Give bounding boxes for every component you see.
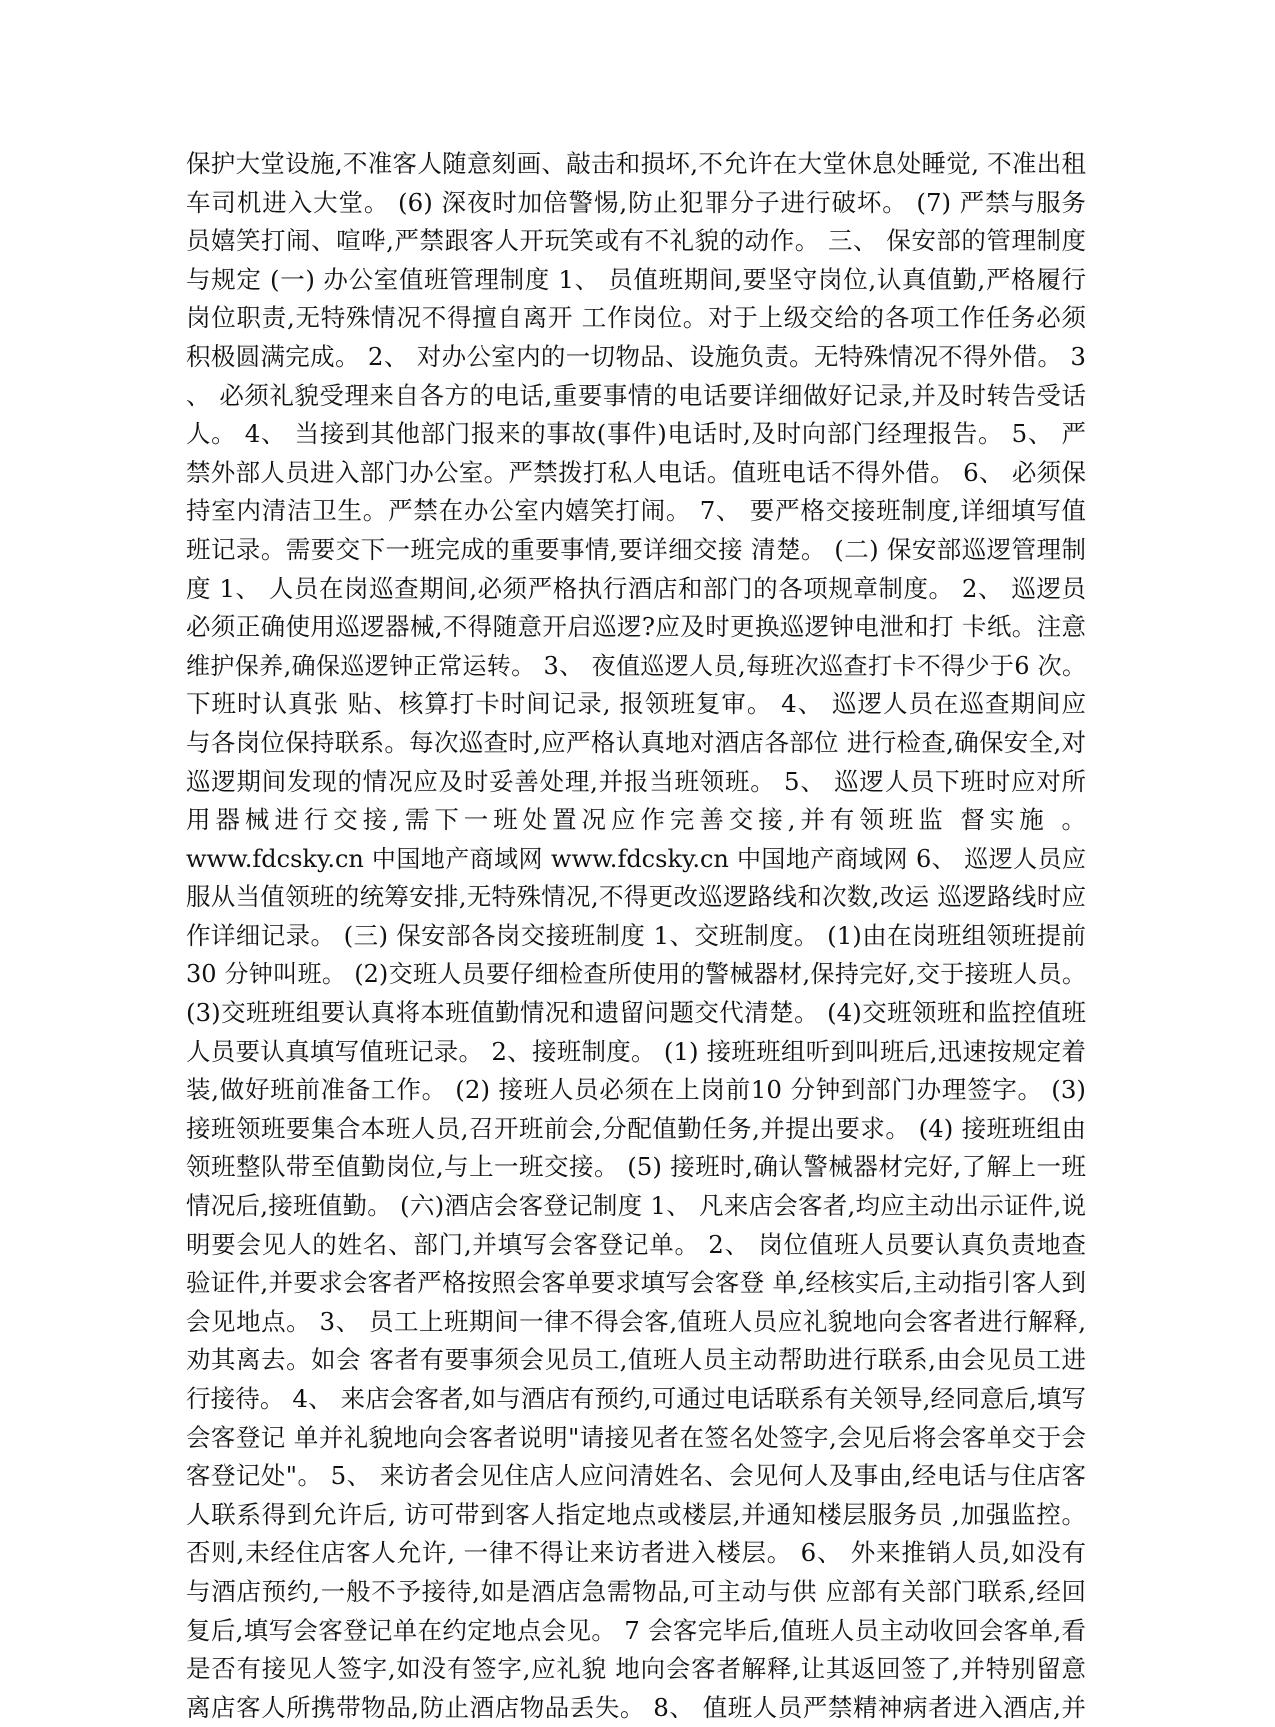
text-line: 与各岗位保持联系。每次巡查时,应严格认真地对酒店各部位 进行检查,确保安全,对 bbox=[186, 727, 1086, 757]
text-line: 装,做好班前准备工作。 (2) 接班人员必须在上岗前10 分钟到部门办理签字。 (3) bbox=[186, 1075, 1086, 1105]
body-text bbox=[186, 145, 1086, 1727]
text-line: 人。 4、 当接到其他部门报来的事故(事件)电话时,及时向部门经理报告。 5、 严 bbox=[186, 419, 1086, 449]
text-line: 劝其离去。如会 客者有要事须会见员工,值班人员主动帮助进行联系,由会见员工进 bbox=[186, 1345, 1086, 1375]
text-line: 员嬉笑打闹、喧哗,严禁跟客人开玩笑或有不礼貌的动作。 三、 保安部的管理制度 bbox=[186, 226, 1086, 256]
text-line: 客登记处"。 5、 来访者会见住店人应问清姓名、会见何人及事由,经电话与住店客 bbox=[186, 1461, 1086, 1491]
text-line: 持室内清洁卫生。严禁在办公室内嬉笑打闹。 7、 要严格交接班制度,详细填写值 bbox=[186, 496, 1086, 526]
text-line: 明要会见人的姓名、部门,并填写会客登记单。 2、 岗位值班人员要认真负责地查 bbox=[186, 1229, 1086, 1259]
text-line: 离店客人所携带物品,防止酒店物品丢失。 8、 值班人员严禁精神病者进入酒店,并 bbox=[186, 1692, 1086, 1722]
text-line: 会客登记 单并礼貌地向会客者说明"请接见者在签名处签字,会见后将会客单交于会 bbox=[186, 1422, 1086, 1452]
text-line: 会见地点。 3、 员工上班期间一律不得会客,值班人员应礼貌地向会客者进行解释, bbox=[186, 1306, 1086, 1336]
text-line: 度 1、 人员在岗巡查期间,必须严格执行酒店和部门的各项规章制度。 2、 巡逻员 bbox=[186, 573, 1086, 603]
text-line: 作详细记录。 (三) 保安部各岗交接班制度 1、交班制度。 (1)由在岗班组领班提前 bbox=[186, 920, 1086, 950]
text-line: 行接待。 4、 来店会客者,如与酒店有预约,可通过电话联系有关领导,经同意后,填写 bbox=[186, 1384, 1086, 1413]
text-line: 巡逻期间发现的情况应及时妥善处理,并报当班领班。 5、 巡逻人员下班时应对所 bbox=[186, 766, 1086, 796]
text-line: 维护保养,确保巡逻钟正常运转。 3、 夜值巡逻人员,每班次巡查打卡不得少于6 次。 bbox=[186, 651, 1086, 680]
text-line: 保护大堂设施,不准客人随意刻画、敲击和损坏,不允许在大堂休息处睡觉, 不准出租 bbox=[186, 149, 1086, 178]
text-line: www.fdcsky.cn 中国地产商域网 www.fdcsky.cn 中国地产商域网 6、 巡逻人员应 bbox=[186, 844, 1086, 873]
text-line: (3)交班班组要认真将本班值勤情况和遗留问题交代清楚。 (4)交班领班和监控值班 bbox=[186, 998, 1086, 1028]
text-line: 与酒店预约,一般不予接待,如是酒店急需物品,可主动与供 应部有关部门联系,经回 bbox=[186, 1576, 1086, 1606]
text-line: 与规定 (一) 办公室值班管理制度 1、 员值班期间,要坚守岗位,认真值勤,严格履行 bbox=[186, 264, 1086, 294]
text-line: 否则,未经住店客人允许, 一律不得让来访者进入楼层。 6、 外来推销人员,如没有 bbox=[186, 1538, 1086, 1568]
text-line: 必须正确使用巡逻器械,不得随意开启巡逻?应及时更换巡逻钟电泄和打 卡纸。注意 bbox=[186, 612, 1086, 642]
text-line: 30 分钟叫班。 (2)交班人员要仔细检查所使用的警械器材,保持完好,交于接班人员。 bbox=[186, 960, 1086, 989]
text-line: 下班时认真张 贴、核算打卡时间记录, 报领班复审。 4、 巡逻人员在巡查期间应 bbox=[186, 689, 1086, 719]
text-line: 人员要认真填写值班记录。 2、接班制度。 (1) 接班班组听到叫班后,迅速按规定着 bbox=[186, 1036, 1086, 1066]
text-line: 人联系得到允许后, 访可带到客人指定地点或楼层,并通知楼层服务员 ,加强监控。 bbox=[186, 1499, 1086, 1529]
text-line: 车司机进入大堂。 (6) 深夜时加倍警惕,防止犯罪分子进行破坏。 (7) 严禁与服务 bbox=[186, 187, 1086, 217]
text-line: 验证件,并要求会客者严格按照会客单要求填写会客登 单,经核实后,主动指引客人到 bbox=[186, 1268, 1086, 1298]
text-line: 用器械进行交接,需下一班处置况应作完善交接,并有领班监 督实施 。 bbox=[186, 805, 1086, 835]
text-line: 服从当值领班的统筹安排,无特殊情况,不得更改巡逻路线和次数,改运 巡逻路线时应 bbox=[186, 882, 1086, 912]
text-line: 岗位职责,无特殊情况不得擅自离开 工作岗位。对于上级交给的各项工作任务必须 bbox=[186, 303, 1086, 333]
text-line: 接班领班要集合本班人员,召开班前会,分配值勤任务,并提出要求。 (4) 接班班组由 bbox=[186, 1113, 1086, 1143]
text-line: 情况后,接班值勤。 (六)酒店会客登记制度 1、 凡来店会客者,均应主动出示证件,说 bbox=[186, 1191, 1086, 1221]
text-line: 积极圆满完成。 2、 对办公室内的一切物品、设施负责。无特殊情况不得外借。 3 bbox=[186, 341, 1086, 371]
text-line: 、 必须礼貌受理来自各方的电话,重要事情的电话要详细做好记录,并及时转告受话 bbox=[186, 380, 1086, 410]
text-line: 领班整队带至值勤岗位,与上一班交接。 (5) 接班时,确认警械器材完好,了解上一班 bbox=[186, 1152, 1086, 1182]
text-line: 班记录。需要交下一班完成的重要事情,要详细交接 清楚。 (二) 保安部巡逻管理制 bbox=[186, 534, 1086, 564]
text-line: 是否有接见人签字,如没有签字,应礼貌 地向会客者解释,让其返回签了,并特别留意 bbox=[186, 1654, 1086, 1684]
text-line: 禁外部人员进入部门办公室。严禁拨打私人电话。值班电话不得外借。 6、 必须保 bbox=[186, 457, 1086, 487]
text-line: 复后,填写会客登记单在约定地点会见。 7 会客完毕后,值班人员主动收回会客单,看 bbox=[186, 1615, 1086, 1645]
